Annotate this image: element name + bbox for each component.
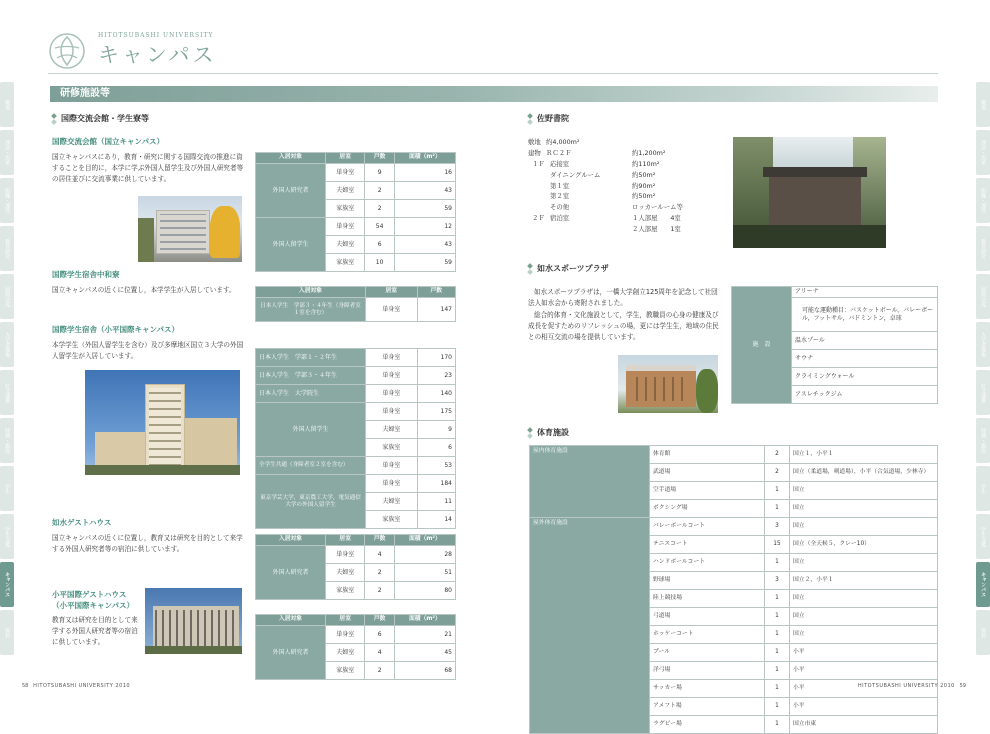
table-row: 陸上競技場 1 国立 bbox=[530, 590, 938, 608]
diamond-bullet-icon bbox=[52, 114, 56, 124]
table-sports-facilities bbox=[529, 445, 938, 734]
table-josui-guesthouse: 入居対象 居室 戸数 面積（m²） 外国人研究者 単身室 4 28 夫婦室 2 51 家族室 2 80 bbox=[255, 534, 456, 600]
side-tab-left-10[interactable]: 学生支援 bbox=[0, 514, 14, 559]
block-subtitle-kodaira-guesthouse: （小平国際キャンパス） bbox=[52, 601, 134, 610]
table-chuwa-dorm: 入居対象 居室 戸数 日本人学生 学部３・４年生（身障者室１室を含む） 単身室 147 bbox=[255, 286, 456, 322]
side-tab-right-1[interactable]: 概要 bbox=[976, 82, 990, 127]
side-tab-right-3[interactable]: 組織・運営 bbox=[976, 178, 990, 223]
table-row: 家族室 10 59 bbox=[256, 254, 456, 272]
table-row: 日本人学生 大学院生 単身室 140 bbox=[256, 385, 456, 403]
table-row: 屋外体育施設 バレーボールコート 3 国立 bbox=[530, 518, 938, 536]
side-tab-left-9[interactable]: 学生 bbox=[0, 466, 14, 511]
table-row: 弓道場 1 国立 bbox=[530, 608, 938, 626]
table-row: 空手道場 1 国立 bbox=[530, 482, 938, 500]
heading-dormitories: 国際交流会館・学生寮等 bbox=[52, 114, 149, 124]
side-tab-left-3[interactable]: 組織・運営 bbox=[0, 178, 14, 223]
table-row: ハンドボールコート 1 国立 bbox=[530, 554, 938, 572]
table-row: アスレチックジム bbox=[732, 386, 938, 404]
table-row: 可能な運動種目：バスケットボール，バレーボール，フットサル，バドミントン，卓球 bbox=[732, 298, 938, 332]
table-row: 夫婦室 2 43 bbox=[256, 182, 456, 200]
photo-kodaira-dorm bbox=[85, 370, 240, 475]
side-tab-left-6[interactable]: 入学者選抜 bbox=[0, 322, 14, 367]
sano-details: 敷地 約4,000m² 建物 ＲＣ２Ｆ 約1,200m² １Ｆ 応接室 約110m² ダイニングルーム 約50m² 第１室 約90m² 第２室 約50m² その他 ロッカールーム等 ２Ｆ 宿泊室 １人部屋 4室 ２人部屋 1室 bbox=[528, 138, 683, 234]
side-tab-left-8[interactable]: 財務・施設 bbox=[0, 418, 14, 463]
diamond-bullet-icon bbox=[528, 114, 532, 124]
block-title-kodaira-guesthouse: 小平国際ゲストハウス bbox=[52, 590, 127, 599]
side-tab-right-11[interactable]: キャンパス bbox=[976, 562, 990, 607]
block-text-international-house: 国立キャンパスにあり，教育・研究に関する国際交流の推進に資することを目的に，本学に学ぶ外国人留学生及び外国人研究者等の居住並びに交流事業に供しています。 bbox=[52, 153, 244, 184]
table-row: 家族室 6 bbox=[256, 439, 456, 457]
table-row: 温水プール bbox=[732, 332, 938, 350]
header-rule bbox=[48, 73, 938, 74]
diamond-bullet-icon bbox=[528, 264, 532, 274]
side-tab-right-7[interactable]: 社会連携 bbox=[976, 370, 990, 415]
photo-kodaira-guesthouse bbox=[145, 588, 242, 654]
photo-sano-shoin bbox=[733, 137, 886, 248]
table-kodaira-dorm bbox=[255, 348, 456, 529]
plaza-text-2: 総合的体育・文化施設として，学生，教職員の心身の健康及び成長を促すためのリフレッシュの場，更には学生生，地域の住民との相互交流の場を提供しています。 bbox=[528, 311, 719, 342]
heading-sano-shoin: 佐野書院 bbox=[528, 114, 569, 124]
page-title: キャンパス bbox=[98, 43, 217, 67]
side-tab-right-9[interactable]: 学生 bbox=[976, 466, 990, 511]
table-row: 全学生共通（身障者室２室を含む） 単身室 53 bbox=[256, 457, 456, 475]
table-row: ラグビー場 1 国立市東 bbox=[530, 716, 938, 734]
table-row: 夫婦室 2 51 bbox=[256, 564, 456, 582]
side-tab-right-6[interactable]: 入学者選抜 bbox=[976, 322, 990, 367]
side-tab-left-2[interactable]: 理念・沿革 bbox=[0, 130, 14, 175]
heading-sports-facilities: 体育施設 bbox=[528, 428, 569, 438]
block-title-chuwa-dorm: 国際学生宿舎中和寮 bbox=[52, 270, 120, 279]
table-row: 日本人学生 学部３・４年生（身障者室１室を含む） 単身室 147 bbox=[256, 298, 456, 322]
side-tab-right-8[interactable]: 財務・施設 bbox=[976, 418, 990, 463]
table-row: 家族室 2 68 bbox=[256, 662, 456, 680]
section-title-bar: 研修施設等 bbox=[50, 86, 938, 102]
side-tab-left-4[interactable]: 教育研究 bbox=[0, 226, 14, 271]
diamond-bullet-icon bbox=[528, 428, 532, 438]
side-tab-right-4[interactable]: 教育研究 bbox=[976, 226, 990, 271]
table-row: サウナ bbox=[732, 350, 938, 368]
side-tab-left-7[interactable]: 社会連携 bbox=[0, 370, 14, 415]
heading-sports-plaza: 如水スポーツプラザ bbox=[528, 264, 609, 274]
table-row: 屋内体育施設 体育館 2 国立１，小平１ bbox=[530, 446, 938, 464]
plaza-text-1: 如水スポーツプラザは，一橋大学創立125周年を記念して社団法人如水会から寄附されました。 bbox=[528, 288, 718, 308]
table-international-house: 入居対象 居室 戸数 面積（m²） 外国人研究者 単身室 9 16 夫婦室 2 43 家族室 2 59 外国人留学生 単身室 54 12 夫婦室 6 43 家族室 10 59 bbox=[255, 152, 456, 272]
block-text-kodaira-guesthouse: 教育又は研究を目的として来学する外国人研究者等の宿泊に供しています。 bbox=[52, 616, 138, 647]
block-title-kodaira-dorm: 国際学生宿舎（小平国際キャンパス） bbox=[52, 325, 179, 334]
side-tab-right-10[interactable]: 学生支援 bbox=[976, 514, 990, 559]
crest-icon bbox=[48, 32, 86, 70]
table-row: 外国人研究者 単身室 9 16 bbox=[256, 164, 456, 182]
table-row: プール 1 小平 bbox=[530, 644, 938, 662]
table-row: テニスコート 15 国立（全天候５，クレー10） bbox=[530, 536, 938, 554]
block-text-chuwa-dorm: 国立キャンパスの近くに位置し，本学学生が入居しています。 bbox=[52, 286, 236, 294]
table-row: 家族室 2 59 bbox=[256, 200, 456, 218]
block-title-josui-guesthouse: 如水ゲストハウス bbox=[52, 518, 112, 527]
table-row: アメフト場 1 小平 bbox=[530, 698, 938, 716]
side-tab-right-12[interactable]: 資料 bbox=[976, 610, 990, 655]
table-row: 施 設 アリーナ bbox=[732, 287, 938, 298]
table-row: 家族室 14 bbox=[256, 511, 456, 529]
side-tab-right-5[interactable]: 国際交流 bbox=[976, 274, 990, 319]
table-row: 洋弓場 1 小平 bbox=[530, 662, 938, 680]
block-text-kodaira-dorm: 本学学生（外国人留学生を含む）及び多摩地区国立３大学の外国人留学生が入居しています。 bbox=[52, 341, 244, 361]
table-row: 夫婦室 4 45 bbox=[256, 644, 456, 662]
table-row: 東京学芸大学，東京農工大学，電気通信大学の外国人留学生 単身室 184 bbox=[256, 475, 456, 493]
table-kodaira-guesthouse: 入居対象 居室 戸数 面積（m²） 外国人研究者 単身室 6 21 夫婦室 4 45 家族室 2 68 bbox=[255, 614, 456, 680]
table-row: 武道場 2 国立（柔道場，剣道場），小平（合気道場，少林寺） bbox=[530, 464, 938, 482]
table-row: 家族室 2 80 bbox=[256, 582, 456, 600]
table-row: 外国人研究者 単身室 6 21 bbox=[256, 626, 456, 644]
table-row: 夫婦室 6 43 bbox=[256, 236, 456, 254]
page-number-left: 58 HITOTSUBASHI UNIVERSITY 2010 bbox=[22, 683, 131, 689]
side-tab-left-12[interactable]: 資料 bbox=[0, 610, 14, 655]
table-row: 夫婦室 9 bbox=[256, 421, 456, 439]
header-logo bbox=[48, 32, 86, 70]
side-tab-left-5[interactable]: 国際交流 bbox=[0, 274, 14, 319]
table-row: 外国人留学生 単身室 175 bbox=[256, 403, 456, 421]
table-row: 外国人留学生 単身室 54 12 bbox=[256, 218, 456, 236]
table-row: ボクシング場 1 国立 bbox=[530, 500, 938, 518]
table-row: 日本人学生 学部３・４年生 単身室 23 bbox=[256, 367, 456, 385]
table-row: ホッケーコート 1 国立 bbox=[530, 626, 938, 644]
brand-name: HITOTSUBASHI UNIVERSITY bbox=[98, 32, 214, 39]
table-row: 夫婦室 11 bbox=[256, 493, 456, 511]
table-row: 外国人研究者 単身室 4 28 bbox=[256, 546, 456, 564]
page-number-right: HITOTSUBASHI UNIVERSITY 2010 59 bbox=[857, 683, 966, 689]
table-row: サッカー場 1 小平 bbox=[530, 680, 938, 698]
side-tab-left-1[interactable]: 概要 bbox=[0, 82, 14, 127]
table-row: 日本人学生 学部１・２年生 単身室 170 bbox=[256, 349, 456, 367]
side-tab-right-2[interactable]: 理念・沿革 bbox=[976, 130, 990, 175]
side-tab-left-11[interactable]: キャンパス bbox=[0, 562, 14, 607]
table-row: クライミングウォール bbox=[732, 368, 938, 386]
photo-international-house bbox=[138, 196, 242, 262]
table-row: 野球場 3 国立２，小平１ bbox=[530, 572, 938, 590]
block-text-josui-guesthouse: 国立キャンパスの近くに位置し，教育又は研究を目的として来学する外国人研究者等の宿泊に供しています。 bbox=[52, 534, 243, 554]
table-sports-plaza bbox=[731, 286, 938, 404]
photo-sports-plaza bbox=[618, 355, 718, 413]
block-title-international-house: 国際交流会館（国立キャンパス） bbox=[52, 137, 164, 146]
